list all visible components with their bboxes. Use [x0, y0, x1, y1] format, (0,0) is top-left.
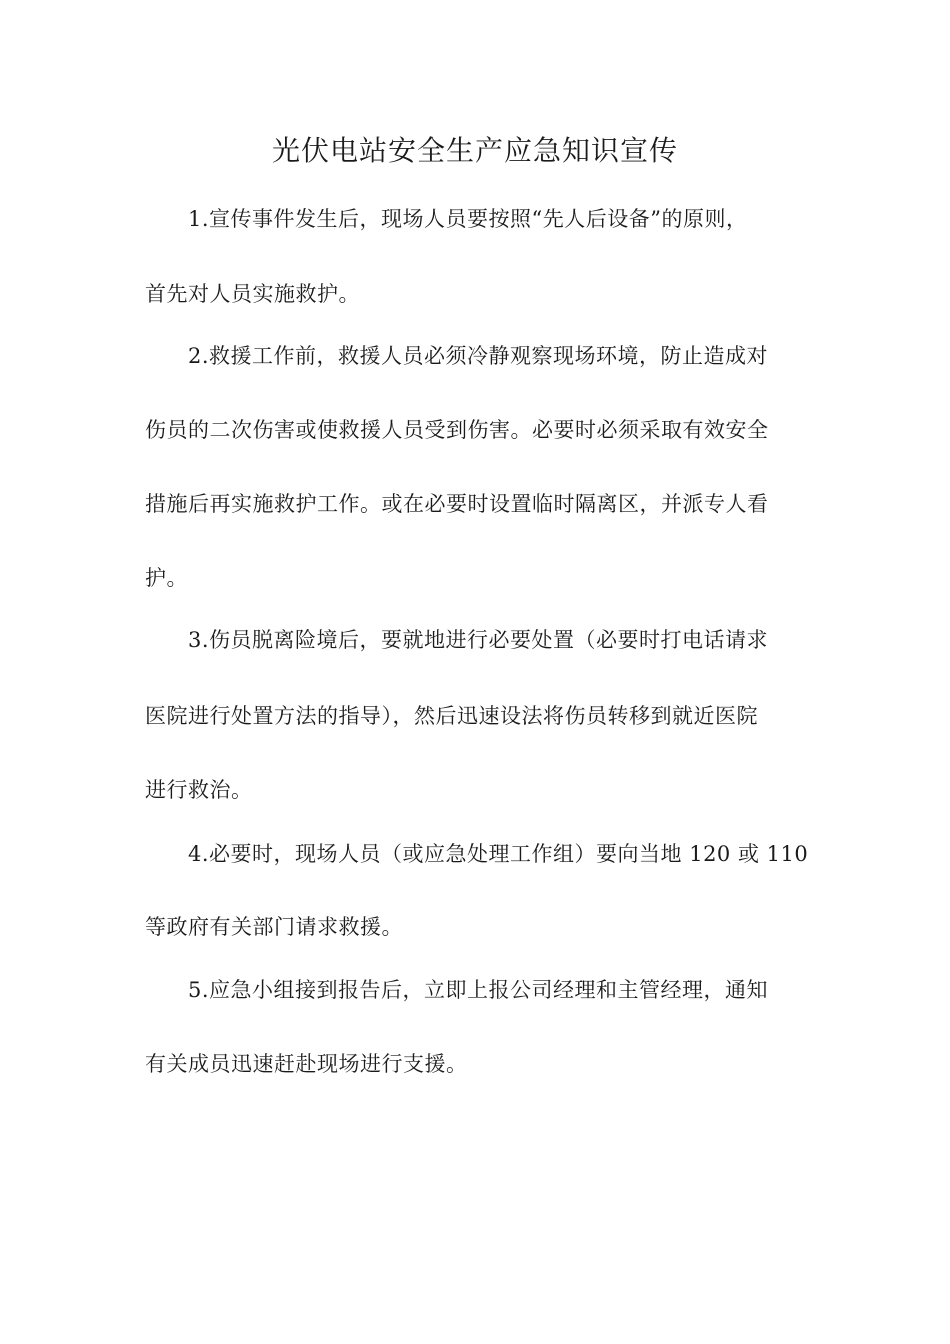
paragraph-3-line-3: 进行救治。 [145, 778, 253, 802]
paragraph-3-line-1: 3.伤员脱离险境后，要就地进行必要处置（必要时打电话请求 [188, 628, 769, 652]
paragraph-2-line-4: 护。 [145, 566, 188, 590]
paragraph-4-line-1: 4.必要时，现场人员（或应急处理工作组）要向当地 120 或 110 [188, 842, 809, 866]
paragraph-2-line-2: 伤员的二次伤害或使救援人员受到伤害。必要时必须采取有效安全 [145, 418, 769, 442]
paragraph-4-line-2: 等政府有关部门请求救援。 [145, 915, 403, 939]
paragraph-1-line-2: 首先对人员实施救护。 [145, 282, 360, 306]
paragraph-3-line-2: 医院进行处置方法的指导），然后迅速设法将伤员转移到就近医院 [145, 704, 758, 728]
paragraph-5-line-1: 5.应急小组接到报告后，立即上报公司经理和主管经理，通知 [188, 978, 769, 1002]
paragraph-2-line-3: 措施后再实施救护工作。或在必要时设置临时隔离区，并派专人看 [145, 492, 769, 516]
page-title: 光伏电站安全生产应急知识宣传 [271, 134, 678, 167]
paragraph-1-line-1: 1.宣传事件发生后，现场人员要按照“先人后设备”的原则， [188, 207, 748, 231]
paragraph-5-line-2: 有关成员迅速赶赴现场进行支援。 [145, 1052, 468, 1076]
paragraph-2-line-1: 2.救援工作前，救援人员必须冷静观察现场环境，防止造成对 [188, 344, 769, 368]
